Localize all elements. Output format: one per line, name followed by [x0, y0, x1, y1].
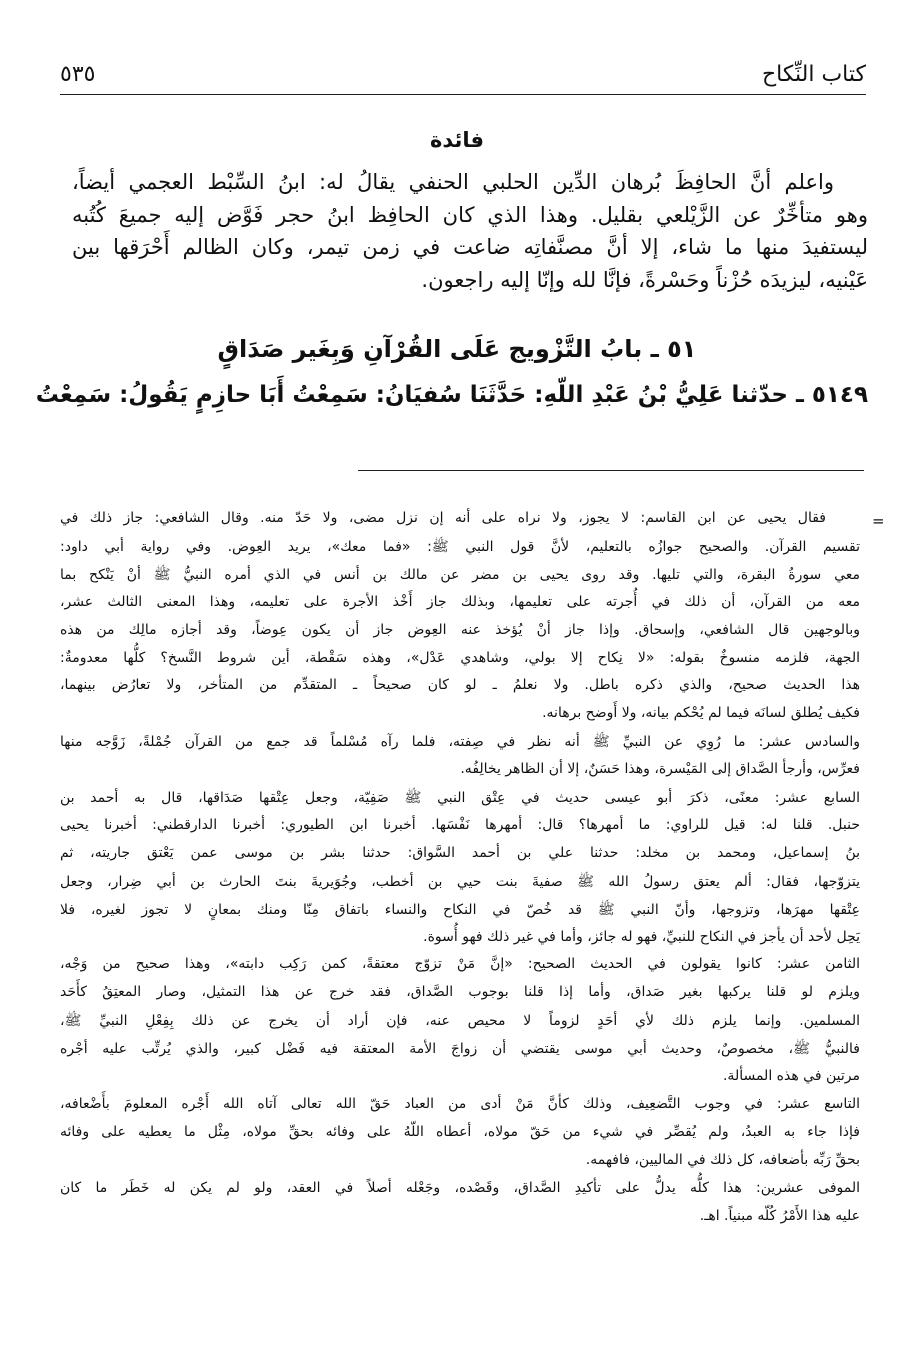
footnote-line: فعرِّس، وأرجأ الصَّداق إلى المَيْسرة، وهذا حَسَنٌ، إلا أن الظاهر يخالِفُه.	[460, 761, 860, 778]
footnote-continuation-marker: =	[872, 512, 885, 530]
footnote-line: فالنبيُّ ﷺ، مخصوصٌ، وحديث أبي موسى يقتضي أن زواجَ الأمة المعتقة فيه فَضْل كبير، والذي يُرتِّب عليه أجْره	[60, 1041, 860, 1058]
footnote-line: فقال يحيى عن ابن القاسم: لا يجوز، ولا نراه على أنه إن نزل مضى، ولا حَدّ منه. وقال الشافعي: جاز ذلك في	[60, 510, 826, 526]
footnote-line: التاسع عشر: في وجوب التَّضعِيف، وذلك كأنَّ مَنْ أدى من العباد حَقّ الله تعالى آتاه الله أَجْره المعلومَ بأَضْعافه،	[60, 1095, 860, 1112]
footnote-line: يَحِل لأحد أن يأجز في النكاح للنبيِّ، فهو له جائز، وأما في غير ذلك فهو أُسوة.	[423, 928, 860, 945]
text-line: واعلم أنَّ الحافِظَ بُرهان الدِّين الحلبي الحنفي يقالُ له: ابنُ السِّبْط العجمي أيضاً،	[72, 170, 834, 194]
footnote-line: بنُ إسماعيل، ومحمد بن مخلد: حدثنا علي بن أحمد السَّواق: حدثنا بشر بن موسى عمن يَعْتق جاريته، ثم	[60, 844, 860, 861]
footnote-line: ويلزم لو قلنا يركبها بغير صَداق، وأما إذا قلنا بوجوب الصَّداق، فقد خرج عن هذا التمثيل، وصار المعتِقُ كأَحَد	[60, 984, 860, 1001]
footnote-line: مرتين في هذه المسألة.	[722, 1068, 860, 1084]
footnote-line: هذا الحديث صحيح، والذي ذكره باطل. ولا نعلمُ ـ لو كان صحيحاً ـ المتقدِّم من المتأخر، ولا تعارُض بينهما،	[60, 677, 860, 694]
footnote-line: وبالوجهين قال الشافعي، وإسحاق. وإذا جاز أنْ يُؤخذ عنه العِوض جاز أن يكون عِوضاً، وقد أجازه مالِك من هذه	[60, 621, 860, 638]
footnote-line: السابع عشر: معنًى، ذكرَ أبو عيسى حديث في عِتْق النبي ﷺ صَفِيّة، وجعل عِتْقها صَدَاقها، قال به أحمد بن	[60, 790, 860, 806]
page-number: ٥٣٥	[60, 62, 96, 87]
footnote-line: الجهة، فلزمه منسوخٌ بقوله: «لا نِكاح إلا بولي، وشاهدي عَدْل»، وهذه سَقْطة، أين شروط النَّسخ؟ كلُّها معدومةٌ:	[60, 649, 860, 666]
footnote-line: بحقِّ رَبِّه بأضعافه، كل ذلك في الماليين، فافهمه.	[585, 1151, 860, 1168]
footnote-line: عليه هذا الأَمْرُ كُلّه مبنياً. اهـ.	[699, 1207, 860, 1224]
footnote-line: الموفى عشرين: هذا كلُّه يدلُّ على تأكيدِ الصَّداق، وقَصْده، وجَعْله أصلاً في العقد، ولو لم يكن له خَطَر ما كان	[60, 1179, 860, 1196]
footnote-line: عِتْقها مهرَها، وتزوجها، وأنّ النبي ﷺ قد خُصّ في النكاح والنساء باتفاق مِنّا ومنك بمعانٍ لا تجوز لغيره، فلا	[60, 901, 860, 918]
footnote-line: فإذا جاء به العبدُ، ولم يُقصِّر في شيء من حَقّ مولاه، أعطاه اللّهُ على وفائه بحقِّ مولاه، مِثْل ما يعطيه على وفائه	[60, 1123, 860, 1140]
footnote-line: المسلمين. وإنما يلزم ذلك لأي أحَدٍ لزوماً لا محيص عنه، فإن أراد أن يخرج عن ذلك بِفِعْلِ النبيِّ ﷺ،	[60, 1013, 860, 1030]
section-title: فائدة	[429, 128, 485, 152]
book-title: كتاب النِّكاح	[761, 62, 866, 87]
footnote-line: معه من القرآن، أن ذلك في أُجرته على تعليمها، وبذلك جاز أَخْذ الأجرة على تعليمه، وهذا المعنى الثالث عشر،	[60, 593, 860, 610]
footnote-line: فكيف يُطلق لسانَه فيما لم يُحْكم بيانه، ولا أَوضح برهانه.	[542, 705, 860, 722]
footnote-line: والسادس عشر: ما رُوِي عن النبيِّ ﷺ أنه نظر في صِفته، فلما رآه مُسْلماً قد جمع من القرآن جُمْلةً، زَوَّجه منها	[60, 734, 860, 751]
text-line: ليستفيدَ منها ما شاء، إلا أنَّ مصنَّفاتِه ضاعت في زمن تيمر، وكان الظالم أَحْرَقها بين	[72, 235, 868, 260]
text-line: عَيْنيه، ليزيدَه حُزْناً وحَسْرةً، فإنَّا لله وإنّا إليه راجعون.	[421, 268, 868, 293]
running-header	[60, 62, 866, 95]
hadith-line: ٥١٤٩ ـ حدّثنا عَلِيُّ بْنُ عَبْدِ اللّهِ: حَدَّثَنَا سُفيَانُ: سَمِعْتُ أَبَا حازِمٍ يَقُولُ: سَمِعْتُ	[35, 382, 868, 408]
footnote-line: معي سورةُ البقرة، والتي تليها. وقد روى يحيى بن مضر عن مالك بن أنس في الذي أمره النبيُّ ﷺ أنْ يَنْكح بما	[60, 566, 860, 583]
footnote-line: يتزوّجها، فقال: ألم يعتق رسولُ الله ﷺ صفيةَ بنت حيي بن أخطب، وجُوَيريةَ بنتَ الحارث بن أبي ضِرار، وجعل	[60, 873, 860, 890]
footnote-line: حنبل. قلنا له: قيل للراوي: ما أمهرها؟ قال: أمهرها نَفْسَها. أخبرنا ابن الطيوري: أخبرنا الدارقطني: أخبرنا يحيى	[60, 816, 860, 833]
footnote-line: الثامن عشر: كانوا يقولون في الحديث الصحيح: «إنَّ مَنْ تزوّج معتقةً، كمن رَكِب دابته»، وهذا صحيح من وَجْه،	[60, 956, 860, 973]
text-line: وهو متأخِّرٌ عن الزَّيْلعي بقليل. وهذا الذي كان الحافِظ ابنُ حجر فَوَّض إليه جميعَ كُتُبه	[72, 202, 868, 227]
footnote-line: تقسيم القرآن. والصحيح جوازُه بالتعليم، لأنَّ قول النبي ﷺ: «فما معك»، يريد العِوض. وفي رواية أبي داود:	[60, 538, 860, 555]
chapter-heading: ٥١ ـ بابُ التَّزْويج عَلَى القُرْآنِ وَبِغَير صَدَاقٍ	[217, 335, 697, 363]
footnote-separator	[358, 470, 864, 471]
